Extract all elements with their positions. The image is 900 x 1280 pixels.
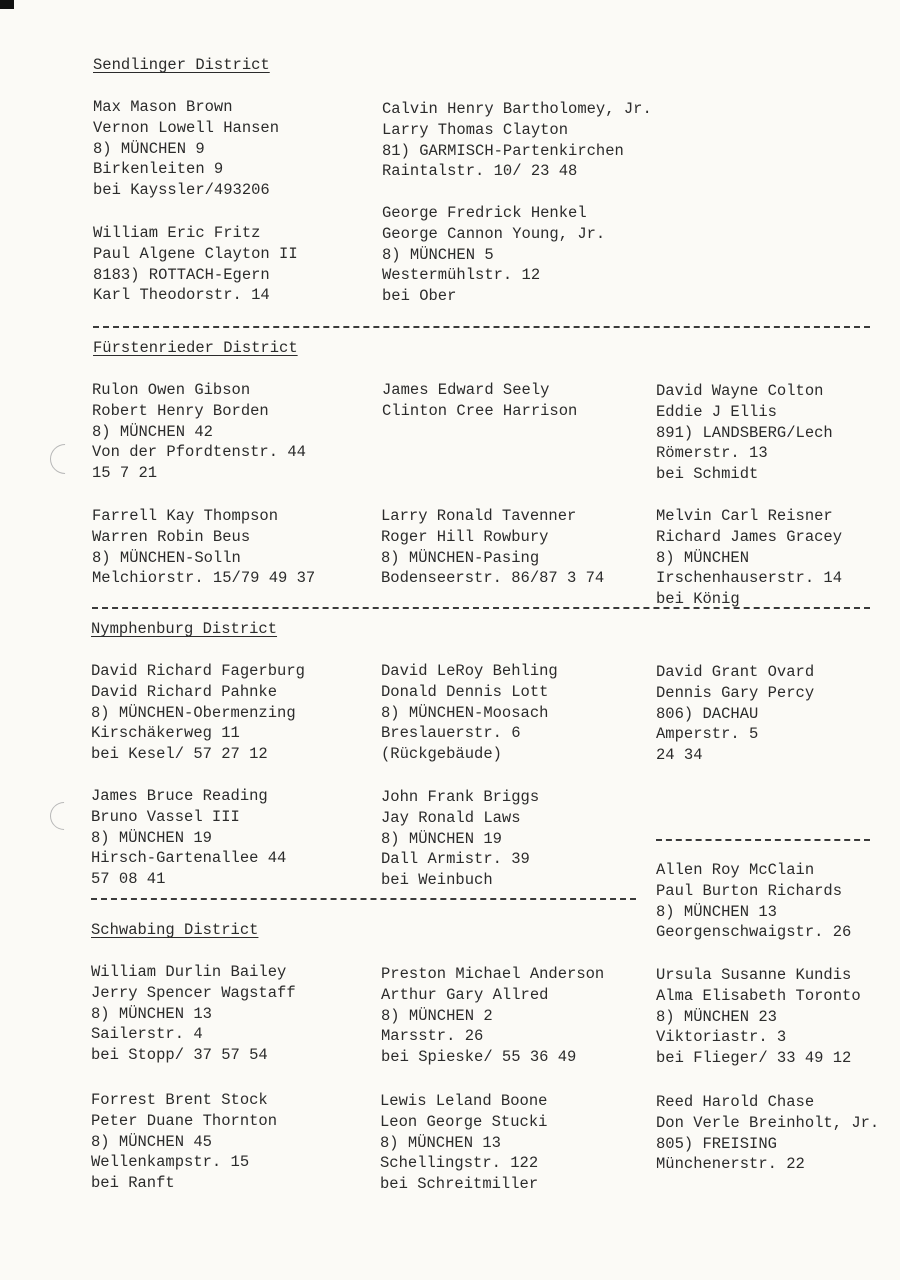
scan-corner-mark [0,0,14,9]
address-line: George Fredrick Henkel [382,204,587,222]
address-entry [382,99,652,182]
punch-hole-mark [44,438,86,480]
section-divider [93,326,870,328]
address-line: Ursula Susanne Kundis [656,966,852,984]
address-line: Warren Robin Beus [92,527,251,546]
address-entry [381,964,604,1068]
address-line: Marsstr. 26 [381,1027,484,1046]
address-line: bei Flieger/ 33 49 12 [656,1049,852,1068]
address-line: Kirschäkerweg 11 [91,724,240,743]
address-line: 8) MÜNCHEN-Solln [92,548,241,567]
address-line: David Grant Ovard [656,663,815,681]
address-line: Reed Harold Chase [656,1093,815,1111]
address-line: Clinton Cree Harrison [382,401,578,420]
address-line: 8) MÜNCHEN 45 [91,1132,212,1151]
address-line: 8) MÜNCHEN 23 [656,1007,777,1026]
address-entry [656,860,851,943]
address-line: Richard James Gracey [656,527,843,546]
address-line: Allen Roy McClain [656,861,815,879]
address-line: Larry Thomas Clayton [382,120,569,139]
address-line: bei Ranft [91,1174,175,1193]
address-line: Melchiorstr. 15/79 49 37 [92,569,316,588]
address-line: bei Kayssler/493206 [93,181,270,200]
address-line: Roger Hill Rowbury [381,527,549,546]
address-line: William Durlin Bailey [91,963,287,981]
address-line: David Richard Fagerburg [91,662,305,680]
address-line: William Eric Fritz [93,224,261,242]
address-line: Wellenkampstr. 15 [91,1153,250,1172]
address-line: bei Weinbuch [381,871,493,890]
address-line: David LeRoy Behling [381,662,558,680]
address-line: Paul Algene Clayton II [93,244,298,263]
address-line: Raintalstr. 10/ 23 48 [382,162,578,181]
address-entry [91,962,296,1066]
address-line: 57 08 41 [91,870,166,889]
address-entry [91,786,286,890]
address-line: bei Schreitmiller [380,1175,539,1194]
address-line: 15 7 21 [92,464,158,483]
district-heading-fuerstenrieder: Fürstenrieder District [93,339,298,357]
address-line: Peter Duane Thornton [91,1111,278,1130]
address-line: bei Kesel/ 57 27 12 [91,745,268,764]
address-entry [380,1091,547,1195]
address-line: 8) MÜNCHEN 5 [382,245,494,264]
address-line: Hirsch-Gartenallee 44 [91,849,287,868]
address-line: 8) MÜNCHEN 13 [656,902,777,921]
address-line: Donald Dennis Lott [381,682,549,701]
address-line: David Wayne Colton [656,382,824,400]
address-line: 8) MÜNCHEN-Moosach [381,703,549,722]
address-line: Schellingstr. 122 [380,1154,539,1173]
address-entry [382,380,577,422]
address-line: bei Stopp/ 37 57 54 [91,1046,268,1065]
address-line: Dall Armistr. 39 [381,850,530,869]
address-line: 8) MÜNCHEN 2 [381,1006,493,1025]
address-line: 81) GARMISCH-Partenkirchen [382,141,624,160]
address-line: George Cannon Young, Jr. [382,224,606,243]
address-line: Römerstr. 13 [656,444,768,463]
address-line: Amperstr. 5 [656,725,759,744]
district-heading-sendlinger: Sendlinger District [93,56,270,74]
address-entry [656,381,833,485]
address-line: Irschenhauserstr. 14 [656,569,843,588]
address-line: Robert Henry Borden [92,401,269,420]
address-line: Alma Elisabeth Toronto [656,986,861,1005]
section-divider [656,839,870,841]
address-line: 8) MÜNCHEN [656,548,750,567]
address-line: Don Verle Breinholt, Jr. [656,1113,880,1132]
address-line: Farrell Kay Thompson [92,507,279,525]
address-entry [382,203,605,307]
address-line: 805) FREISING [656,1134,777,1153]
address-entry [91,1090,277,1194]
address-line: bei König [656,590,740,609]
address-line: bei Schmidt [656,465,759,484]
address-line: Calvin Henry Bartholomey, Jr. [382,100,652,118]
address-line: Vernon Lowell Hansen [93,118,280,137]
address-line: Paul Burton Richards [656,881,843,900]
address-line: Eddie J Ellis [656,402,777,421]
address-line: Dennis Gary Percy [656,683,815,702]
address-entry [381,787,539,891]
address-line: Rulon Owen Gibson [92,381,251,399]
address-line: Georgenschwaigstr. 26 [656,923,852,942]
address-line: 24 34 [656,746,703,765]
address-line: Max Mason Brown [93,98,233,116]
address-line: 891) LANDSBERG/Lech [656,423,833,442]
address-line: Bruno Vassel III [91,807,240,826]
address-line: Larry Ronald Tavenner [381,507,577,525]
address-line: 8) MÜNCHEN 19 [91,828,212,847]
address-entry [656,965,861,1069]
address-line: 8) MÜNCHEN 13 [380,1133,501,1152]
address-entry [381,506,604,589]
address-line: bei Spieske/ 55 36 49 [381,1048,577,1067]
address-line: 8) MÜNCHEN 9 [93,139,205,158]
address-line: Lewis Leland Boone [380,1092,548,1110]
address-entry [656,662,814,766]
address-line: Jerry Spencer Wagstaff [91,983,296,1002]
address-line: Leon George Stucki [380,1112,548,1131]
address-line: 8) MÜNCHEN 42 [92,422,213,441]
address-line: John Frank Briggs [381,788,540,806]
address-entry [93,97,279,201]
section-divider [91,898,636,900]
address-line: Melvin Carl Reisner [656,507,833,525]
address-line: Münchenerstr. 22 [656,1155,805,1174]
address-line: 8183) ROTTACH-Egern [93,265,270,284]
address-line: Preston Michael Anderson [381,965,605,983]
address-line: Breslauerstr. 6 [381,724,521,743]
address-line: Westermühlstr. 12 [382,266,541,285]
punch-hole-mark [44,796,84,836]
address-line: Forrest Brent Stock [91,1091,268,1109]
address-line: Bodenseerstr. 86/87 3 74 [381,569,605,588]
address-entry [91,661,305,765]
address-line: Jay Ronald Laws [381,808,521,827]
address-line: 8) MÜNCHEN-Obermenzing [91,703,296,722]
address-line: 8) MÜNCHEN 19 [381,829,502,848]
address-line: (Rückgebäude) [381,745,502,764]
address-line: David Richard Pahnke [91,682,278,701]
address-line: Karl Theodorstr. 14 [93,286,270,305]
address-line: Arthur Gary Allred [381,985,549,1004]
district-heading-schwabing: Schwabing District [91,921,259,939]
district-heading-nymphenburg: Nymphenburg District [91,620,278,638]
address-line: 8) MÜNCHEN 13 [91,1004,212,1023]
address-entry [656,1092,879,1175]
address-entry [656,506,842,610]
address-line: James Edward Seely [382,381,550,399]
address-entry [92,506,315,589]
address-line: 8) MÜNCHEN-Pasing [381,548,540,567]
address-entry [93,223,298,306]
address-line: James Bruce Reading [91,787,268,805]
address-entry [92,380,306,484]
address-entry [381,661,558,765]
address-line: bei Ober [382,287,457,306]
address-line: Viktoriastr. 3 [656,1028,787,1047]
address-line: Sailerstr. 4 [91,1025,203,1044]
address-line: Von der Pfordtenstr. 44 [92,443,306,462]
address-line: Birkenleiten 9 [93,160,224,179]
section-divider [92,607,870,609]
address-line: 806) DACHAU [656,704,759,723]
